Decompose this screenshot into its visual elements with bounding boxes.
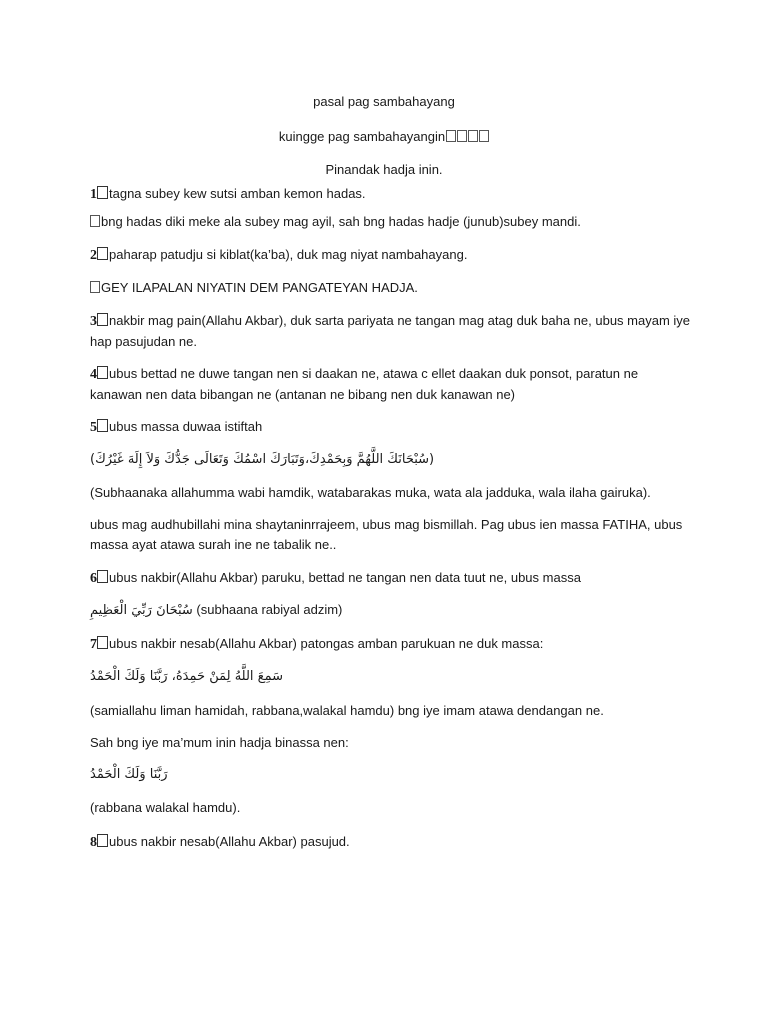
step-7 [90, 634, 543, 655]
step-text: tagna subey kew sutsi amban kemon hadas. [109, 186, 366, 201]
step-5-transliteration: (Subhaanaka allahumma wabi hamdik, watabarakas muka, wata ala jadduka, wala ilaha gairuka). [90, 485, 651, 500]
step-2-note: GEY ILAPALAN NIYATIN DEM PANGATEYAN HADJA. [90, 278, 418, 298]
missing-glyph-icon [97, 313, 108, 326]
step-text: ubus nakbir nesab(Allahu Akbar) pasujud. [109, 834, 350, 849]
step-3 [90, 311, 690, 352]
step-1 [90, 184, 366, 205]
step-7-arabic: سَمِعَ اللَّهُ لِمَنْ حَمِدَهُ، رَبَّنَا وَلَكَ الْحَمْدُ [90, 669, 284, 684]
step-1-note: bng hadas diki meke ala subey mag ayil, sah bng hadas hadje (junub)subey mandi. [90, 212, 581, 232]
step-number: 6 [90, 571, 97, 586]
document-subtitle: kuingge pag sambahayangin [0, 127, 768, 147]
missing-glyph-icon [97, 419, 108, 432]
document-title: pasal pag sambahayang [313, 94, 455, 109]
step-8 [90, 832, 350, 853]
step-7-transliteration: (samiallahu liman hamidah, rabbana,walakal hamdu) bng iye imam atawa dendangan ne. [90, 703, 604, 718]
missing-glyph-icon [468, 130, 478, 142]
step-number: 8 [90, 835, 97, 850]
missing-glyph-icon [90, 281, 100, 293]
missing-glyph-icon [97, 186, 108, 199]
step-4 [90, 364, 690, 405]
step-2 [90, 245, 467, 266]
step-7-arabic-2: رَبَّنَا وَلَكَ الْحَمْدُ [90, 767, 168, 782]
step-number: 2 [90, 248, 97, 263]
step-5-note: ubus mag audhubillahi mina shaytaninrrajeem, ubus mag bismillah. Pag ubus ien massa FATIHA, ubus massa ayat atawa surah ine ne tabalik ne.. [90, 517, 683, 552]
missing-glyph-icon [97, 570, 108, 583]
missing-glyph-icon [446, 130, 456, 142]
missing-glyph-icon [90, 215, 100, 227]
step-6-dhikr [90, 600, 342, 621]
step-number: 4 [90, 367, 97, 382]
step-text: ubus nakbir(Allahu Akbar) paruku, bettad ne tangan nen data tuut ne, ubus massa [109, 570, 581, 585]
step-text: paharap patudju si kiblat(ka’ba), duk mag niyat nambahayang. [109, 247, 468, 262]
step-number: 3 [90, 314, 97, 329]
missing-glyph-icon [97, 636, 108, 649]
step-5-arabic: (سُبْحَانَكَ اللَّهُمَّ وَبِحَمْدِكَ،وَتَبَارَكَ اسْمُكَ وَتَعَالَى جَدُّكَ وَلاَ إِلَهَ غَيْرُكَ) [90, 452, 435, 467]
step-6-arabic: سُبْحَانَ رَبِّيَ الْعَظِيمِ [90, 603, 193, 618]
step-text: nakbir mag pain(Allahu Akbar), duk sarta pariyata ne tangan mag atag duk baha ne, ubus mayam iye hap pasujudan ne. [90, 313, 691, 349]
step-number: 5 [90, 420, 97, 435]
step-5 [90, 417, 262, 438]
step-text: ubus nakbir nesab(Allahu Akbar) patongas amban parukuan ne duk massa: [109, 636, 544, 651]
missing-glyph-icon [457, 130, 467, 142]
step-6-transliteration: (subhaana rabiyal adzim) [192, 602, 343, 617]
step-6 [90, 568, 581, 589]
step-number: 7 [90, 637, 97, 652]
step-7-transliteration-2: (rabbana walakal hamdu). [90, 800, 241, 815]
missing-glyph-icon [97, 366, 108, 379]
intro-text: Pinandak hadja inin. [325, 162, 443, 177]
step-text: ubus bettad ne duwe tangan nen si daakan ne, atawa c ellet daakan duk ponsot, paratun ne kanawan nen data bibangan ne (antanan ne bibang nen duk kanawan ne) [90, 366, 639, 402]
step-text: ubus massa duwaa istiftah [109, 419, 263, 434]
step-7-note: Sah bng iye ma’mum inin hadja binassa nen: [90, 735, 349, 750]
step-number: 1 [90, 187, 97, 202]
missing-glyph-icon [479, 130, 489, 142]
missing-glyph-icon [97, 834, 108, 847]
missing-glyph-icon [97, 247, 108, 260]
